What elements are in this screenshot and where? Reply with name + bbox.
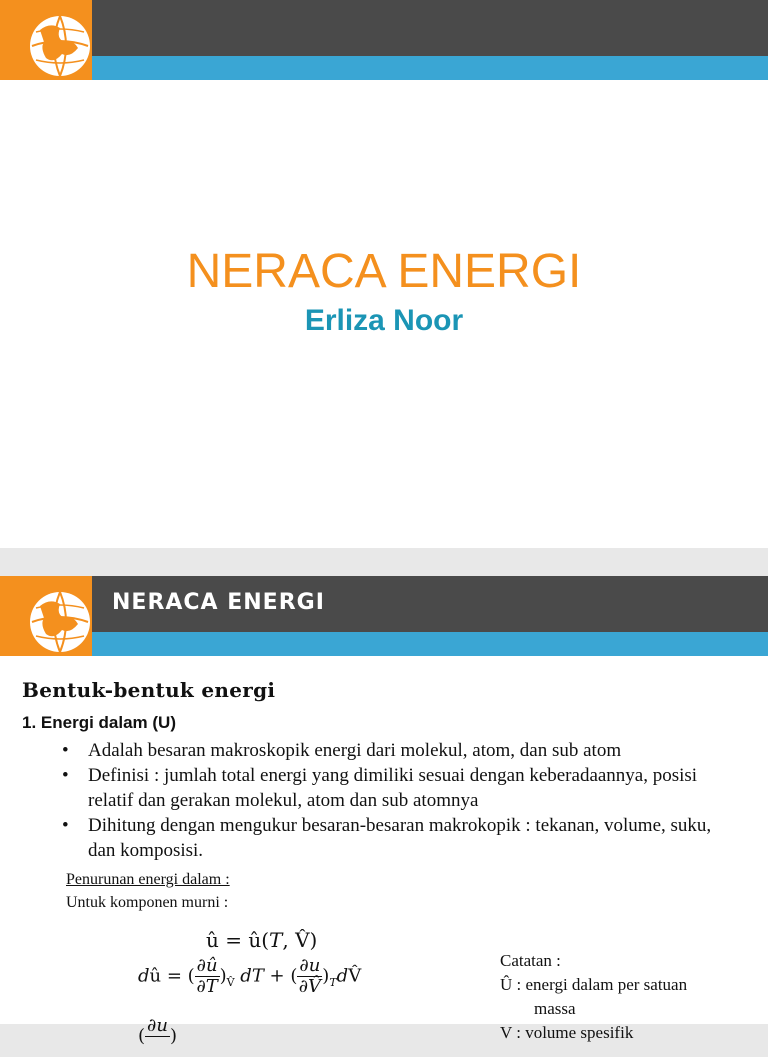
globe-icon [26,8,90,80]
header-blue-bar [92,56,768,80]
equation-partial-fragment: ( ∂u ) [138,1015,177,1047]
bullet-list [62,738,742,863]
content-slide [0,576,768,1047]
list-item: • Adalah besaran makroskopik energi dari molekul, atom, dan sub atom [62,740,622,761]
equation-du: dû = ( $\frac{\partial û}{\partial T}$ )$_{V̂}$ dT + ( $\frac{\partial u}{\partial V̂}$ )$_TdV̂$ [138,955,362,997]
logo [0,0,92,80]
header-dark-bar [92,0,768,56]
equation-u-function: û = û(T, V̂) [206,928,318,952]
list-item: • Definisi : jumlah total energi yang dimiliki sesuai dengan keberadaannya, posisi relatif dan gerakan molekul, atom dan sub atomnya [62,765,698,811]
derivation-subtitle: Untuk komponen murni : [66,894,229,911]
presentation-title: NERACA ENERGI [186,245,582,298]
notes-line: massa [534,999,576,1018]
bullet-icon: • [62,815,69,836]
author-name: Erliza Noor [304,304,464,337]
bullet-icon: • [62,765,69,786]
list-item: • Dihitung dengan mengukur besaran-besaran makrokopik : tekanan, volume, suku, dan komposisi. [62,815,712,861]
section-heading: Bentuk-bentuk energi [22,678,276,702]
notes-line: V : volume spesifik [500,1023,634,1042]
slide-header-title: NERACA ENERGI [112,590,325,615]
notes-line: Û : energi dalam per satuan [500,975,688,994]
bullet-icon: • [62,740,69,761]
notes-label: Catatan : [500,951,561,970]
header-blue-bar [92,632,768,656]
globe-icon [26,584,90,656]
subsection-heading: 1. Energi dalam (U) [22,713,176,732]
logo [0,576,92,656]
derivation-title: Penurunan energi dalam : [66,871,230,888]
notes-box [500,949,687,1045]
